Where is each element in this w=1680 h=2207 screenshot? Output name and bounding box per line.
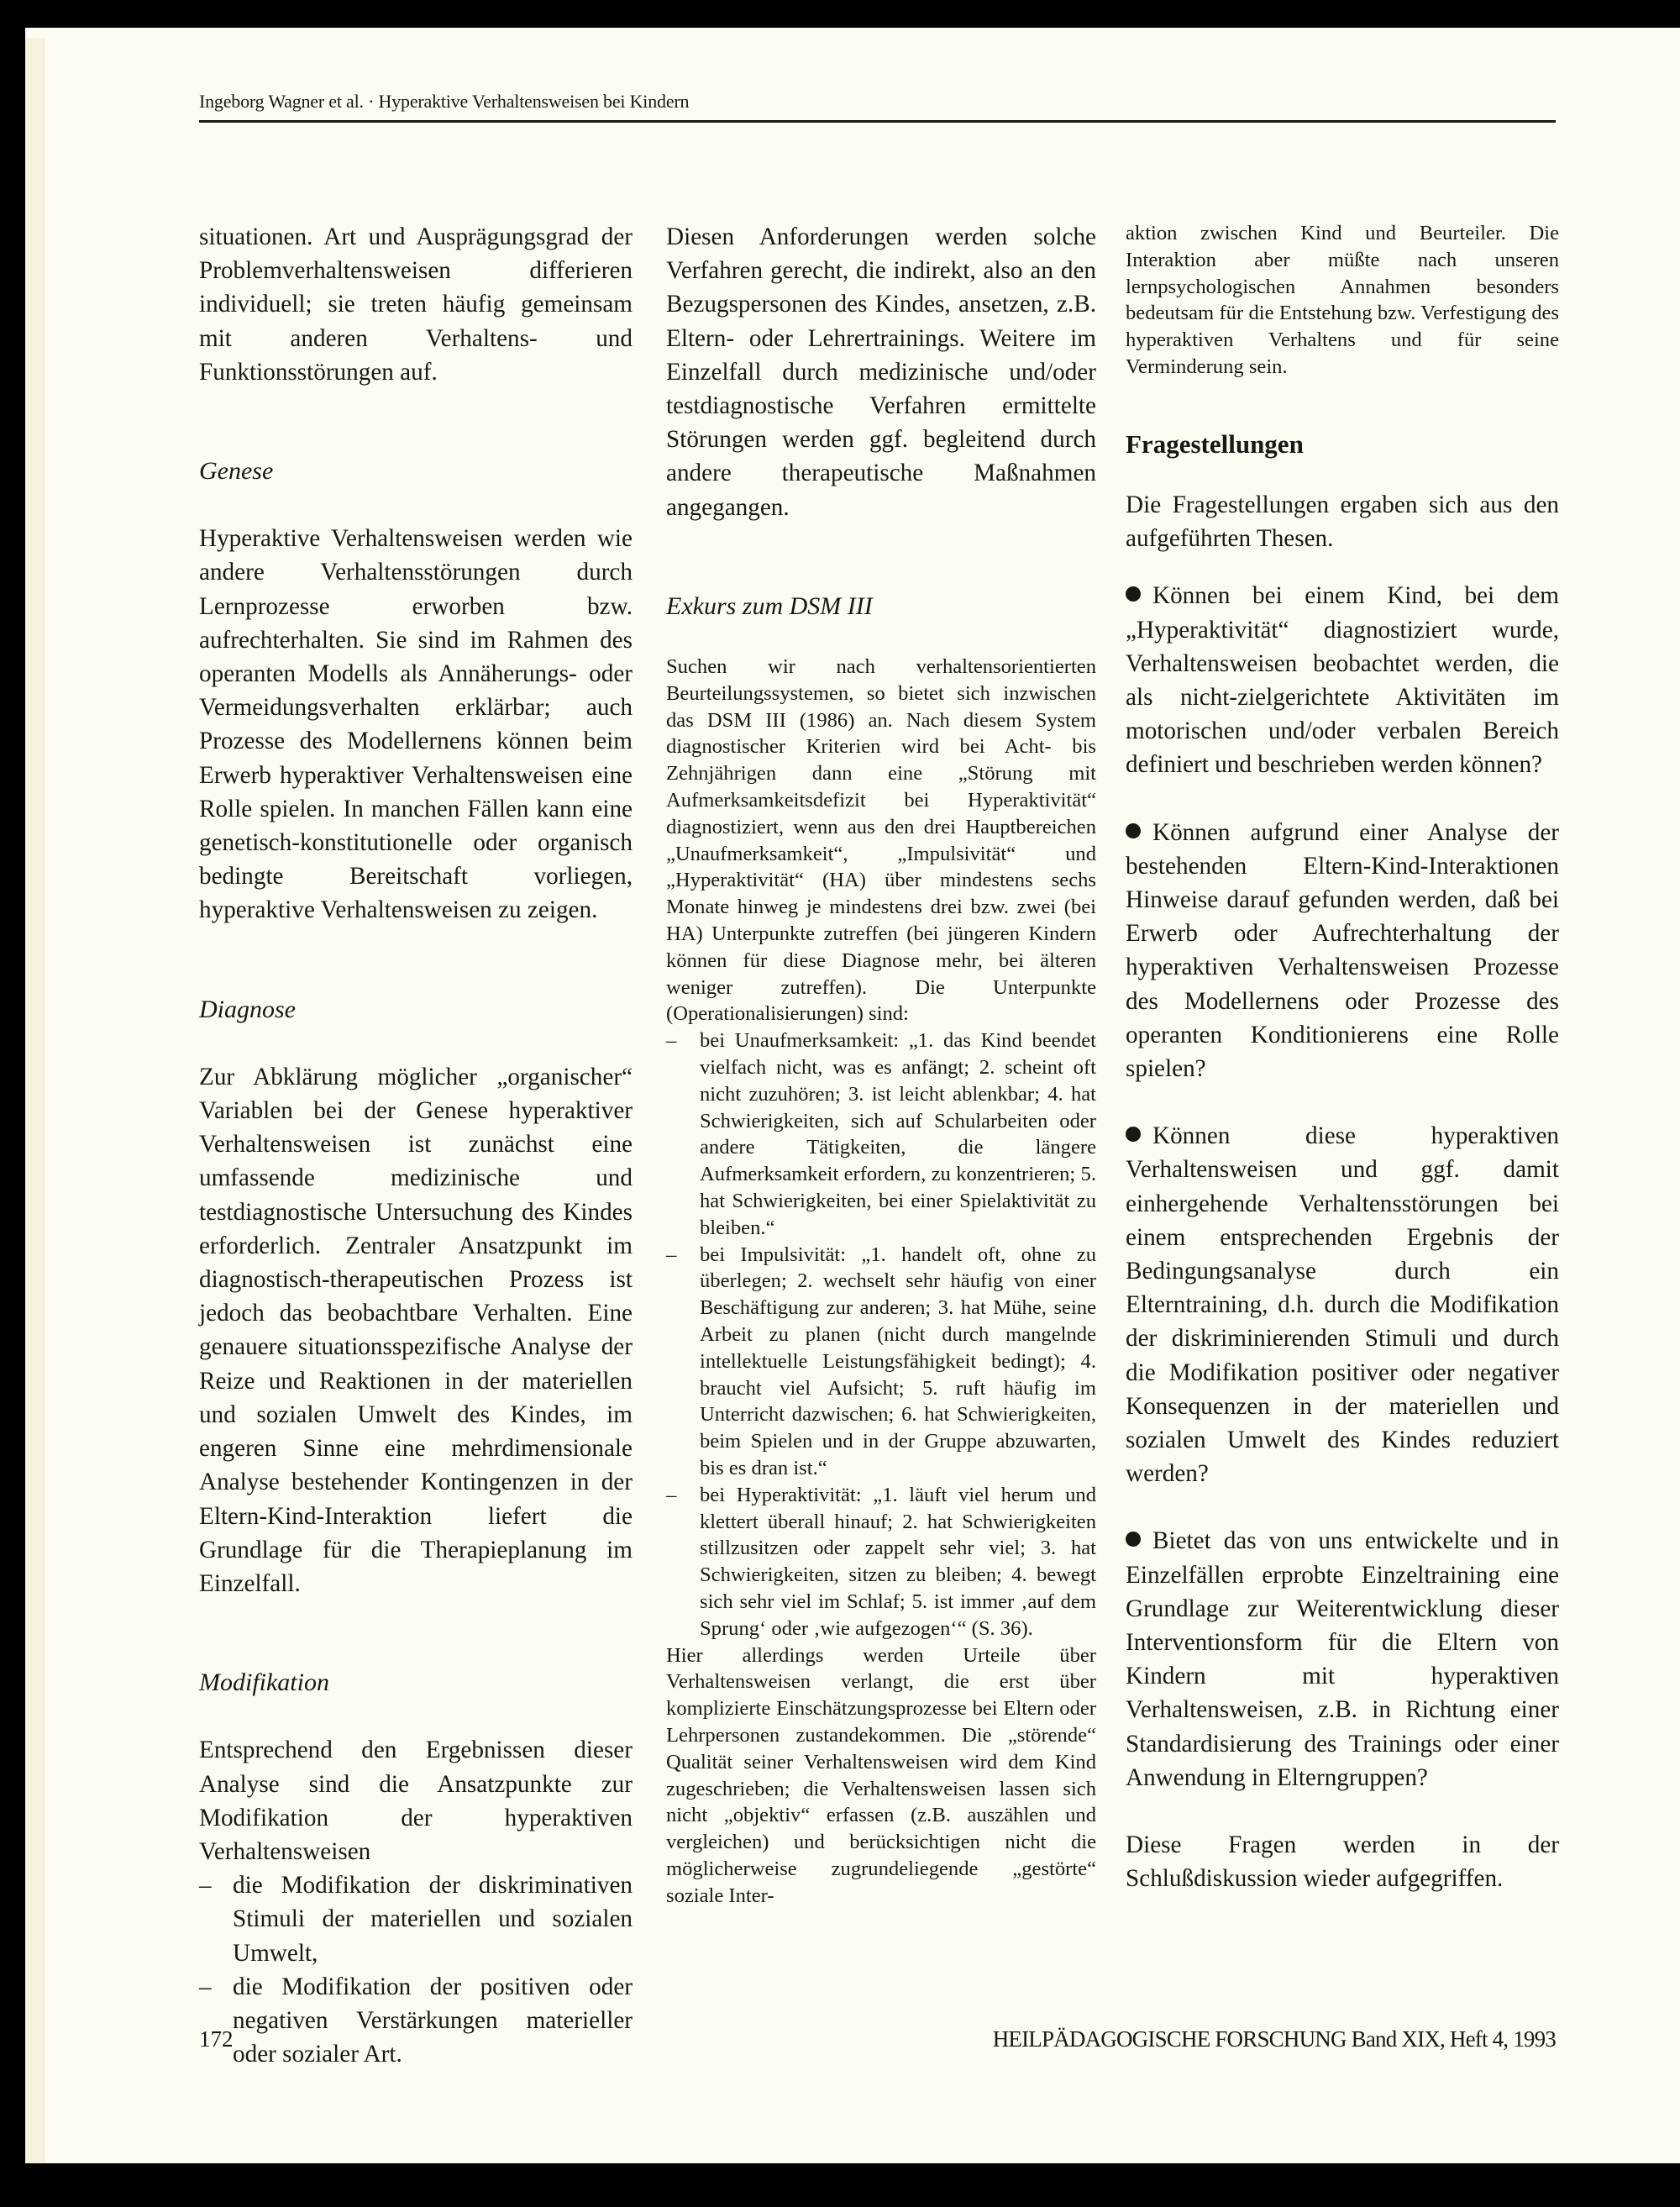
paragraph: Suchen wir nach verhaltensorientierten Beurteilungssystemen, so bietet sich inzwischen das DSM III (1986) an. Nach diesem System diagnostischer Kriterien wird bei Acht- bis Zehnjährigen dann eine „Störung mit Aufmerksamkeitsdefizit bei Hyperaktivität“ diagnostiziert, wenn aus den drei Hauptbereichen „Unaufmerksamkeit“, „Impulsivität“ und „Hyperaktivität“ (HA) über mindestens sechs Monate hinweg je mindestens drei bzw. zwei (bei HA) Unterpunkte zutreffen (bei jüngeren Kindern können für diese Diagnose mehr, bei älteren weniger zutreffen). Die Unterpunkte (Operationalisierungen) sind: [666,655,1096,1026]
bullet-icon [1126,1127,1141,1142]
continued-block [1126,220,1559,381]
running-head: Ingeborg Wagner et al. · Hyperaktive Verhaltensweisen bei Kindern [199,91,690,112]
exkurs-block [666,654,1096,1909]
list-item: – bei Unaufmerksamkeit: „1. das Kind beendet vielfach nicht, was es anfängt; 2. scheint oft nicht zuzuhören; 3. ist leicht ablenkbar; 4. hat Schwierigkeiten, sich auf Schularbeiten oder andere Tätigkeiten, die längere Aufmerksamkeit erfordern, zu konzentrieren; 5. hat Schwierigkeiten, bei einer Spielaktivität zu bleiben.“ [666,1029,1096,1239]
dash-bullet: – [666,1483,677,1506]
page-edge [25,38,45,2163]
dash-bullet: – [199,1872,212,1900]
section-heading-exkurs: Exkurs zum DSM III [666,591,873,620]
paragraph: Entsprechend den Ergebnissen dieser Analyse sind die Ansatzpunkte zur Modifikation der hyperaktiven Verhaltensweisen [199,1737,633,1865]
dash-bullet: – [666,1029,677,1053]
question-item: Können diese hyperaktiven Verhaltensweisen und ggf. damit einhergehende Verhaltensstörungen bei einem entsprechenden Ergebnis der Bedingungsanalyse durch ein Elterntraining, d.h. durch die Modifikation der diskriminierenden Stimuli und durch die Modifikation positiver oder negativer Konsequenzen in der materiellen und sozialen Umwelt des Kindes reduziert werden? [1126,1122,1559,1488]
column-3 [1126,220,1559,1896]
paragraph: aktion zwischen Kind und Beurteiler. Die Interaktion aber müßte nach unseren lernpsychologischen Annahmen besonders bedeutsam für die Entstehung bzw. Verfestigung des hyperaktiven Verhaltens und für seine Verminderung sein. [1126,222,1559,378]
modification-list [199,1868,633,2071]
column-1 [199,220,633,2071]
criteria-list [666,1027,1096,1642]
question-item: Können bei einem Kind, bei dem „Hyperaktivität“ diagnostiziert wurde, Verhaltensweisen beobachtet werden, die als nicht-zielgerichtete Aktivitäten im motorischen und/oder verbalen Bereich definiert und beschrieben werden können? [1126,582,1559,779]
section-heading-fragestellungen: Fragestellungen [1126,428,1304,459]
paragraph: Hyperaktive Verhaltensweisen werden wie andere Verhaltensstörungen durch Lernprozesse erworben bzw. aufrechterhalten. Sie sind im Rahmen des operanten Modells als Annäherungs- oder Vermeidungsverhalten erklärbar; auch Prozesse des Modellernens können beim Erwerb hyperaktiver Verhaltensweisen eine Rolle spielen. In manchen Fällen kann eine genetisch-konstitutionelle oder organisch bedingte Bereitschaft vorliegen, hyperaktive Verhaltensweisen zu zeigen. [199,525,633,924]
dash-bullet: – [666,1243,677,1266]
paragraph: Zur Abklärung möglicher „organischer“ Variablen bei der Genese hyperaktiver Verhaltensweisen ist zunächst eine umfassende medizinische und testdiagnostische Untersuchung des Kindes erforderlich. Zentraler Ansatzpunkt im diagnostisch-therapeutischen Prozess ist jedoch das beobachtbare Verhalten. Eine genauere situationsspezifische Analyse der Reize und Reaktionen in der materiellen und sozialen Umwelt des Kindes, im engeren Sinne eine mehrdimensionale Analyse bestehender Kontingenzen in der Eltern-Kind-Interaktion liefert die Grundlage für die Therapieplanung im Einzelfall. [199,1063,633,1597]
paragraph: Diesen Anforderungen werden solche Verfahren gerecht, die indirekt, also an den Bezugspersonen des Kindes, ansetzen, z.B. Eltern- oder Lehrertrainings. Weitere im Einzelfall durch medizinische und/oder testdiagnostische Verfahren ermittelte Störungen werden ggf. begleitend durch andere therapeutische Maßnahmen angegangen. [666,223,1096,521]
list-item: – bei Impulsivität: „1. handelt oft, ohne zu überlegen; 2. wechselt sehr häufig von einer Beschäftigung zur anderen; 3. hat Mühe, seine Arbeit zu planen (nicht durch mangelnde intellektuelle Leistungsfähigkeit bedingt); 4. braucht viel Aufsicht; 5. ruft häufig im Unterricht dazwischen; 6. hat Schwierigkeiten, beim Spielen und in der Gruppe abzuwarten, bis es dran ist.“ [666,1243,1096,1479]
paragraph: Die Fragestellungen ergaben sich aus den aufgeführten Thesen. [1126,491,1559,553]
question-item: Bietet das von uns entwickelte und in Einzelfällen erprobte Einzeltraining eine Grundlage zur Weiterentwicklung dieser Interventionsform für die Eltern von Kindern mit hyperaktiven Verhaltensweisen, z.B. in Richtung einer Standardisierung des Trainings oder einer Anwendung in Elterngruppen? [1126,1527,1559,1791]
paragraph: situationen. Art und Ausprägungsgrad der Problemverhaltensweisen differieren individuell; sie treten häufig gemeinsam mit anderen Verhaltens- und Funktionsstörungen auf. [199,223,633,386]
bullet-icon [1126,1532,1141,1547]
bullet-icon [1126,823,1141,838]
column-2 [666,220,1096,1909]
journal-citation: HEILPÄDAGOGISCHE FORSCHUNG Band XIX, Heft 4, 1993 [992,2026,1556,2052]
dash-bullet: – [199,1973,212,2000]
paragraph: Diese Fragen werden in der Schlußdiskussion wieder aufgegriffen. [1126,1831,1559,1893]
bullet-icon [1126,586,1141,602]
list-item: – die Modifikation der diskriminativen Stimuli der materiellen und sozialen Umwelt, [199,1868,633,1970]
list-item: – bei Hyperaktivität: „1. läuft viel herum und klettert überall hinauf; 2. hat Schwierigkeiten stillzusitzen oder zappelt sehr viel; 3. hat Schwierigkeiten, sitzen zu bleiben; 4. bewegt sich sehr viel im Schlaf; 5. ist immer ‚auf dem Sprung‘ oder ‚wie aufgezogen‘“ (S. 36). [666,1483,1096,1640]
list-item: – die Modifikation der positiven oder negativen Verstärkungen materieller oder sozialer Art. [199,1970,633,2072]
paragraph: Hier allerdings werden Urteile über Verhaltensweisen verlangt, die erst über komplizierte Einschätzungsprozesse bei Eltern oder Lehrpersonen zustandekommen. Die „störende“ Qualität seiner Verhaltensweisen wird dem Kind zugeschrieben; die Verhaltensweisen lassen sich nicht „objektiv“ erfassen (z.B. auszählen und vergleichen) und berücksichtigen nicht die möglicherweise zugrundeliegende „gestörte“ soziale Inter- [666,1643,1096,1907]
section-heading-diagnose: Diagnose [199,995,296,1023]
header-rule [199,120,1556,123]
question-item: Können aufgrund einer Analyse der bestehenden Eltern-Kind-Interaktionen Hinweise darauf gefunden werden, daß bei Erwerb oder Aufrechterhaltung der hyperaktiven Verhaltensweisen Prozesse des Modellernens oder Prozesse des operanten Konditionierens eine Rolle spielen? [1126,818,1559,1083]
section-heading-genese: Genese [199,457,274,486]
section-heading-modifikation: Modifikation [199,1668,329,1697]
page-number: 172 [199,2026,234,2052]
